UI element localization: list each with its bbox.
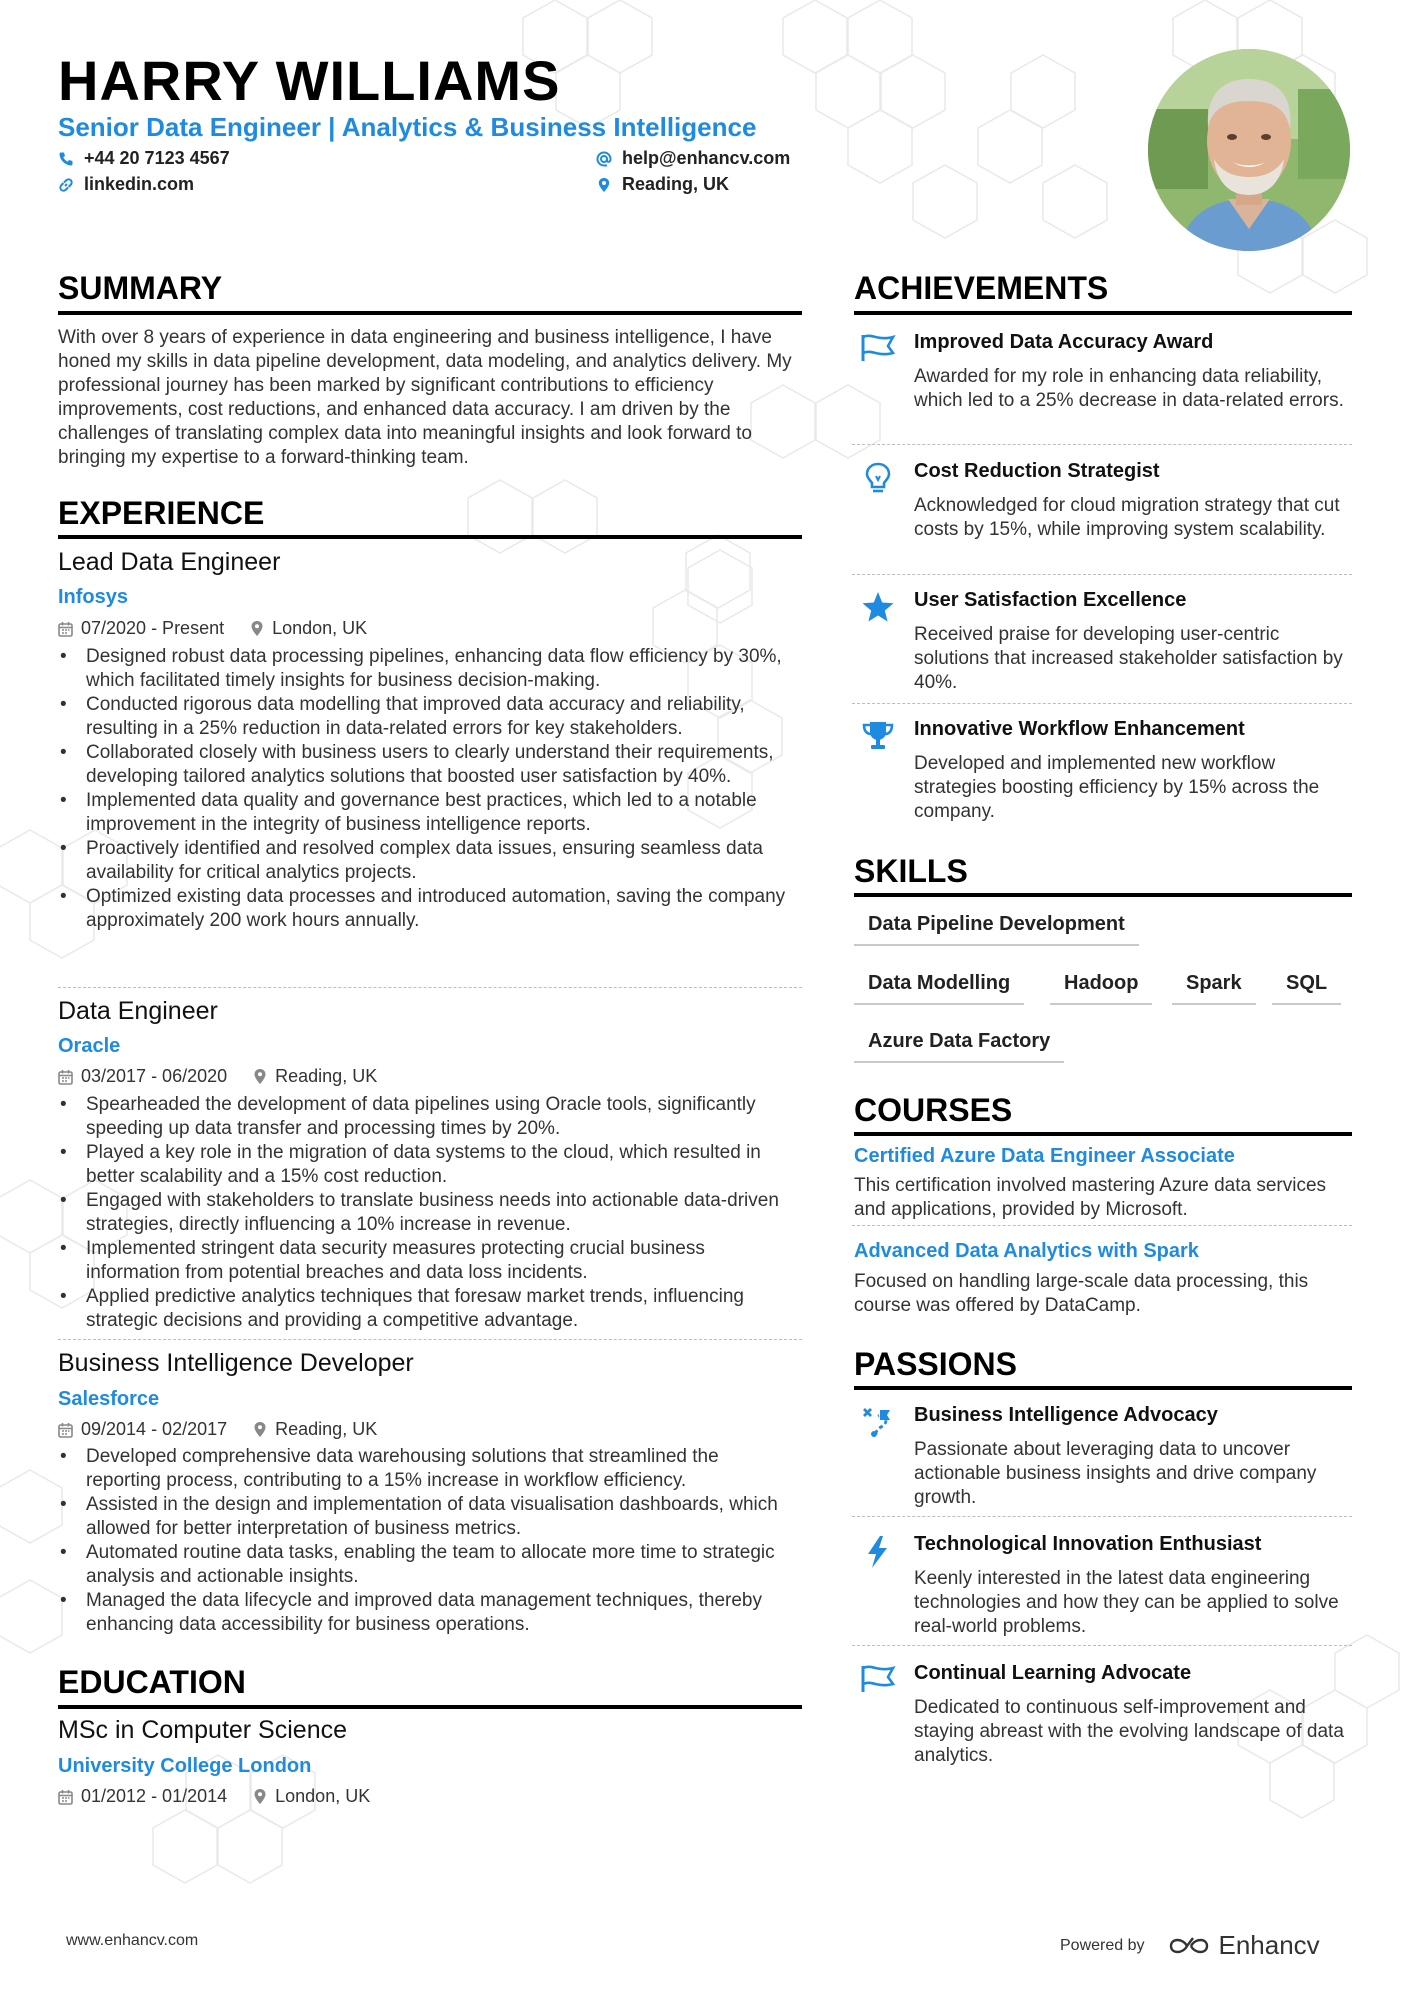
passion-title: Technological Innovation Enthusiast (914, 1533, 1262, 1555)
link-icon (58, 177, 74, 193)
job-role: Lead Data Engineer (58, 548, 281, 576)
passion-desc: Dedicated to continuous self-improvement and staying abreast with the evolving landscape of data analytics. (914, 1697, 1344, 1766)
achievements-rule (854, 311, 1352, 315)
job-dates: 09/2014 - 02/2017 (81, 1419, 228, 1439)
achievement-desc: Acknowledged for cloud migration strategy that cut costs by 15%, while improving system scalability. (914, 495, 1340, 540)
job-location: Reading, UK (275, 1066, 378, 1086)
divider (852, 444, 1352, 445)
education-heading: EDUCATION (58, 1664, 246, 1700)
lightning-icon (860, 1535, 896, 1569)
courses-heading: COURSES (854, 1092, 1013, 1128)
location-text: Reading, UK (622, 174, 730, 194)
achievement-title: Innovative Workflow Enhancement (914, 718, 1245, 740)
skill-tag: SQL (1272, 965, 1341, 1005)
divider (852, 703, 1352, 704)
location-pin-icon (253, 1068, 267, 1085)
job-bullet: • Engaged with stakeholders to translate business needs into actionable data-driven strategies, directly influencing a 10% increase in revenue. (58, 1189, 798, 1237)
contact-email[interactable] (596, 148, 790, 169)
job-bullet: • Automated routine data tasks, enabling the team to allocate more time to strategic analysis and actionable insights. (58, 1541, 798, 1589)
divider (852, 574, 1352, 575)
job-bullet: • Applied predictive analytics techniques that foresaw market trends, influencing strategic decisions and providing a competitive advantage. (58, 1285, 798, 1333)
linkedin-url: linkedin.com (84, 174, 195, 194)
course-title: Advanced Data Analytics with Spark (854, 1240, 1199, 1262)
job-meta (58, 1066, 403, 1087)
achievement-desc: Developed and implemented new workflow strategies boosting efficiency by 15% across the company. (914, 753, 1320, 822)
skills-heading: SKILLS (854, 853, 968, 889)
candidate-title: Senior Data Engineer | Analytics & Business Intelligence (58, 112, 757, 142)
divider (852, 1225, 1352, 1226)
course-desc: Focused on handling large-scale data processing, this course was offered by DataCamp. (854, 1271, 1309, 1316)
job-bullet: • Implemented stringent data security measures protecting crucial business information from potential breaches and data loss incidents. (58, 1237, 798, 1285)
flag-icon (860, 333, 896, 363)
job-dates: 07/2020 - Present (81, 618, 225, 638)
job-bullet: • Conducted rigorous data modelling that improved data accuracy and reliability, resulting in a 25% reduction in data-related errors for key stakeholders. (58, 693, 798, 741)
passions-rule (854, 1386, 1352, 1390)
star-icon (860, 591, 896, 623)
divider (852, 1516, 1352, 1517)
calendar-icon (58, 621, 73, 637)
at-icon (596, 151, 612, 167)
job-bullet: • Implemented data quality and governance best practices, which led to a notable improvement in the integrity of business intelligence reports. (58, 789, 798, 837)
passion-desc: Passionate about leveraging data to uncover actionable business insights and drive company growth. (914, 1439, 1317, 1508)
flag-icon (860, 1664, 896, 1694)
education-dates: 01/2012 - 01/2014 (81, 1786, 228, 1806)
job-bullet: • Spearheaded the development of data pipelines using Oracle tools, significantly speeding up data transfer and processing times by 20%. (58, 1093, 798, 1141)
job-role: Data Engineer (58, 997, 218, 1025)
education-school: University College London (58, 1755, 312, 1777)
passion-title: Continual Learning Advocate (914, 1662, 1192, 1684)
phone-number: +44 20 7123 4567 (84, 148, 230, 168)
footer-website[interactable]: www.enhancv.com (66, 1932, 199, 1949)
skill-tag: Data Modelling (854, 965, 1024, 1005)
passions-heading: PASSIONS (854, 1346, 1017, 1382)
courses-rule (854, 1132, 1352, 1136)
job-bullet: • Developed comprehensive data warehousing solutions that streamlined the reporting process, contributing to a 15% increase in workflow efficiency. (58, 1445, 798, 1493)
experience-rule (58, 535, 802, 539)
contact-location (596, 174, 729, 195)
enhancv-logo[interactable] (1167, 1930, 1320, 1961)
job-role: Business Intelligence Developer (58, 1349, 414, 1377)
course-title: Certified Azure Data Engineer Associate (854, 1145, 1235, 1167)
job-bullet: • Collaborated closely with business users to clearly understand their requirements, developing tailored analytics solutions that boosted user satisfaction by 40%. (58, 741, 798, 789)
contact-phone[interactable] (58, 148, 230, 169)
achievements-heading: ACHIEVEMENTS (854, 270, 1109, 306)
job-bullets (58, 1093, 798, 1333)
achievement-title: Cost Reduction Strategist (914, 460, 1160, 482)
experience-heading: EXPERIENCE (58, 495, 265, 531)
email-address: help@enhancv.com (622, 148, 791, 168)
achievement-desc: Awarded for my role in enhancing data reliability, which led to a 25% decrease in data-related errors. (914, 366, 1344, 411)
enhancv-logo-icon (1167, 1934, 1211, 1958)
summary-text: With over 8 years of experience in data engineering and business intelligence, I have honed my skills in data pipeline development, data modeling, and analytics delivery. My professional journey has been marked by significant contributions to efficiency improvements, cost reductions, and enhanced data accuracy. I am driven by the challenges of translating complex data into meaningful insights and look forward to bringing my expertise to a forward-thinking team. (58, 327, 792, 468)
job-company: Oracle (58, 1035, 121, 1057)
skill-tag: Azure Data Factory (854, 1023, 1064, 1063)
brand-name: Enhancv (1218, 1930, 1320, 1960)
education-location: London, UK (275, 1786, 371, 1806)
summary-heading: SUMMARY (58, 270, 223, 306)
calendar-icon (58, 1422, 73, 1438)
achievement-title: Improved Data Accuracy Award (914, 331, 1214, 353)
contact-linkedin[interactable] (58, 174, 194, 195)
divider (58, 987, 802, 988)
location-pin-icon (253, 1421, 267, 1438)
passion-title: Business Intelligence Advocacy (914, 1404, 1218, 1426)
passion-desc: Keenly interested in the latest data engineering technologies and how they can be applied to solve real-world problems. (914, 1568, 1339, 1637)
achievement-title: User Satisfaction Excellence (914, 589, 1187, 611)
job-bullet: • Optimized existing data processes and introduced automation, saving the company approximately 200 work hours annually. (58, 885, 798, 933)
course-desc: This certification involved mastering Azure data services and applications, provided by Microsoft. (854, 1175, 1327, 1220)
calendar-icon (58, 1069, 73, 1085)
job-meta (58, 618, 393, 639)
skill-tag: Hadoop (1050, 965, 1152, 1005)
phone-icon (58, 151, 74, 167)
job-bullets (58, 645, 798, 933)
candidate-name: HARRY WILLIAMS (58, 49, 561, 112)
education-rule (58, 1705, 802, 1709)
job-company: Infosys (58, 586, 129, 608)
achievement-desc: Received praise for developing user-centric solutions that increased stakeholder satisfaction by 40%. (914, 624, 1343, 693)
job-company: Salesforce (58, 1388, 160, 1410)
job-location: London, UK (272, 618, 368, 638)
education-degree: MSc in Computer Science (58, 1716, 348, 1744)
skills-rule (854, 893, 1352, 897)
job-bullet: • Managed the data lifecycle and improved data management techniques, thereby enhancing data accessibility for business operations. (58, 1589, 798, 1637)
job-meta (58, 1419, 403, 1440)
profile-photo (1148, 49, 1350, 251)
location-pin-icon (596, 177, 612, 193)
footer-powered (1060, 1930, 1320, 1961)
divider (58, 1339, 802, 1340)
summary-rule (58, 311, 802, 315)
job-dates: 03/2017 - 06/2020 (81, 1066, 228, 1086)
skill-tag: Spark (1172, 965, 1256, 1005)
job-bullet: • Assisted in the design and implementation of data visualisation dashboards, which allowed for better interpretation of business metrics. (58, 1493, 798, 1541)
trophy-icon (860, 720, 896, 752)
lightbulb-icon (860, 462, 896, 494)
job-bullet: • Designed robust data processing pipelines, enhancing data flow efficiency by 30%, which facilitated timely insights for business decision-making. (58, 645, 798, 693)
route-icon (860, 1406, 896, 1438)
education-meta (58, 1786, 396, 1807)
powered-by-label: Powered by (1060, 1936, 1145, 1954)
job-bullets (58, 1445, 798, 1637)
location-pin-icon (250, 620, 264, 637)
location-pin-icon (253, 1788, 267, 1805)
calendar-icon (58, 1789, 73, 1805)
skill-tag: Data Pipeline Development (854, 906, 1139, 946)
job-bullet: • Proactively identified and resolved complex data issues, ensuring seamless data availability for critical analytics projects. (58, 837, 798, 885)
job-location: Reading, UK (275, 1419, 378, 1439)
job-bullet: • Played a key role in the migration of data systems to the cloud, which resulted in better scalability and a 15% cost reduction. (58, 1141, 798, 1189)
divider (852, 1645, 1352, 1646)
